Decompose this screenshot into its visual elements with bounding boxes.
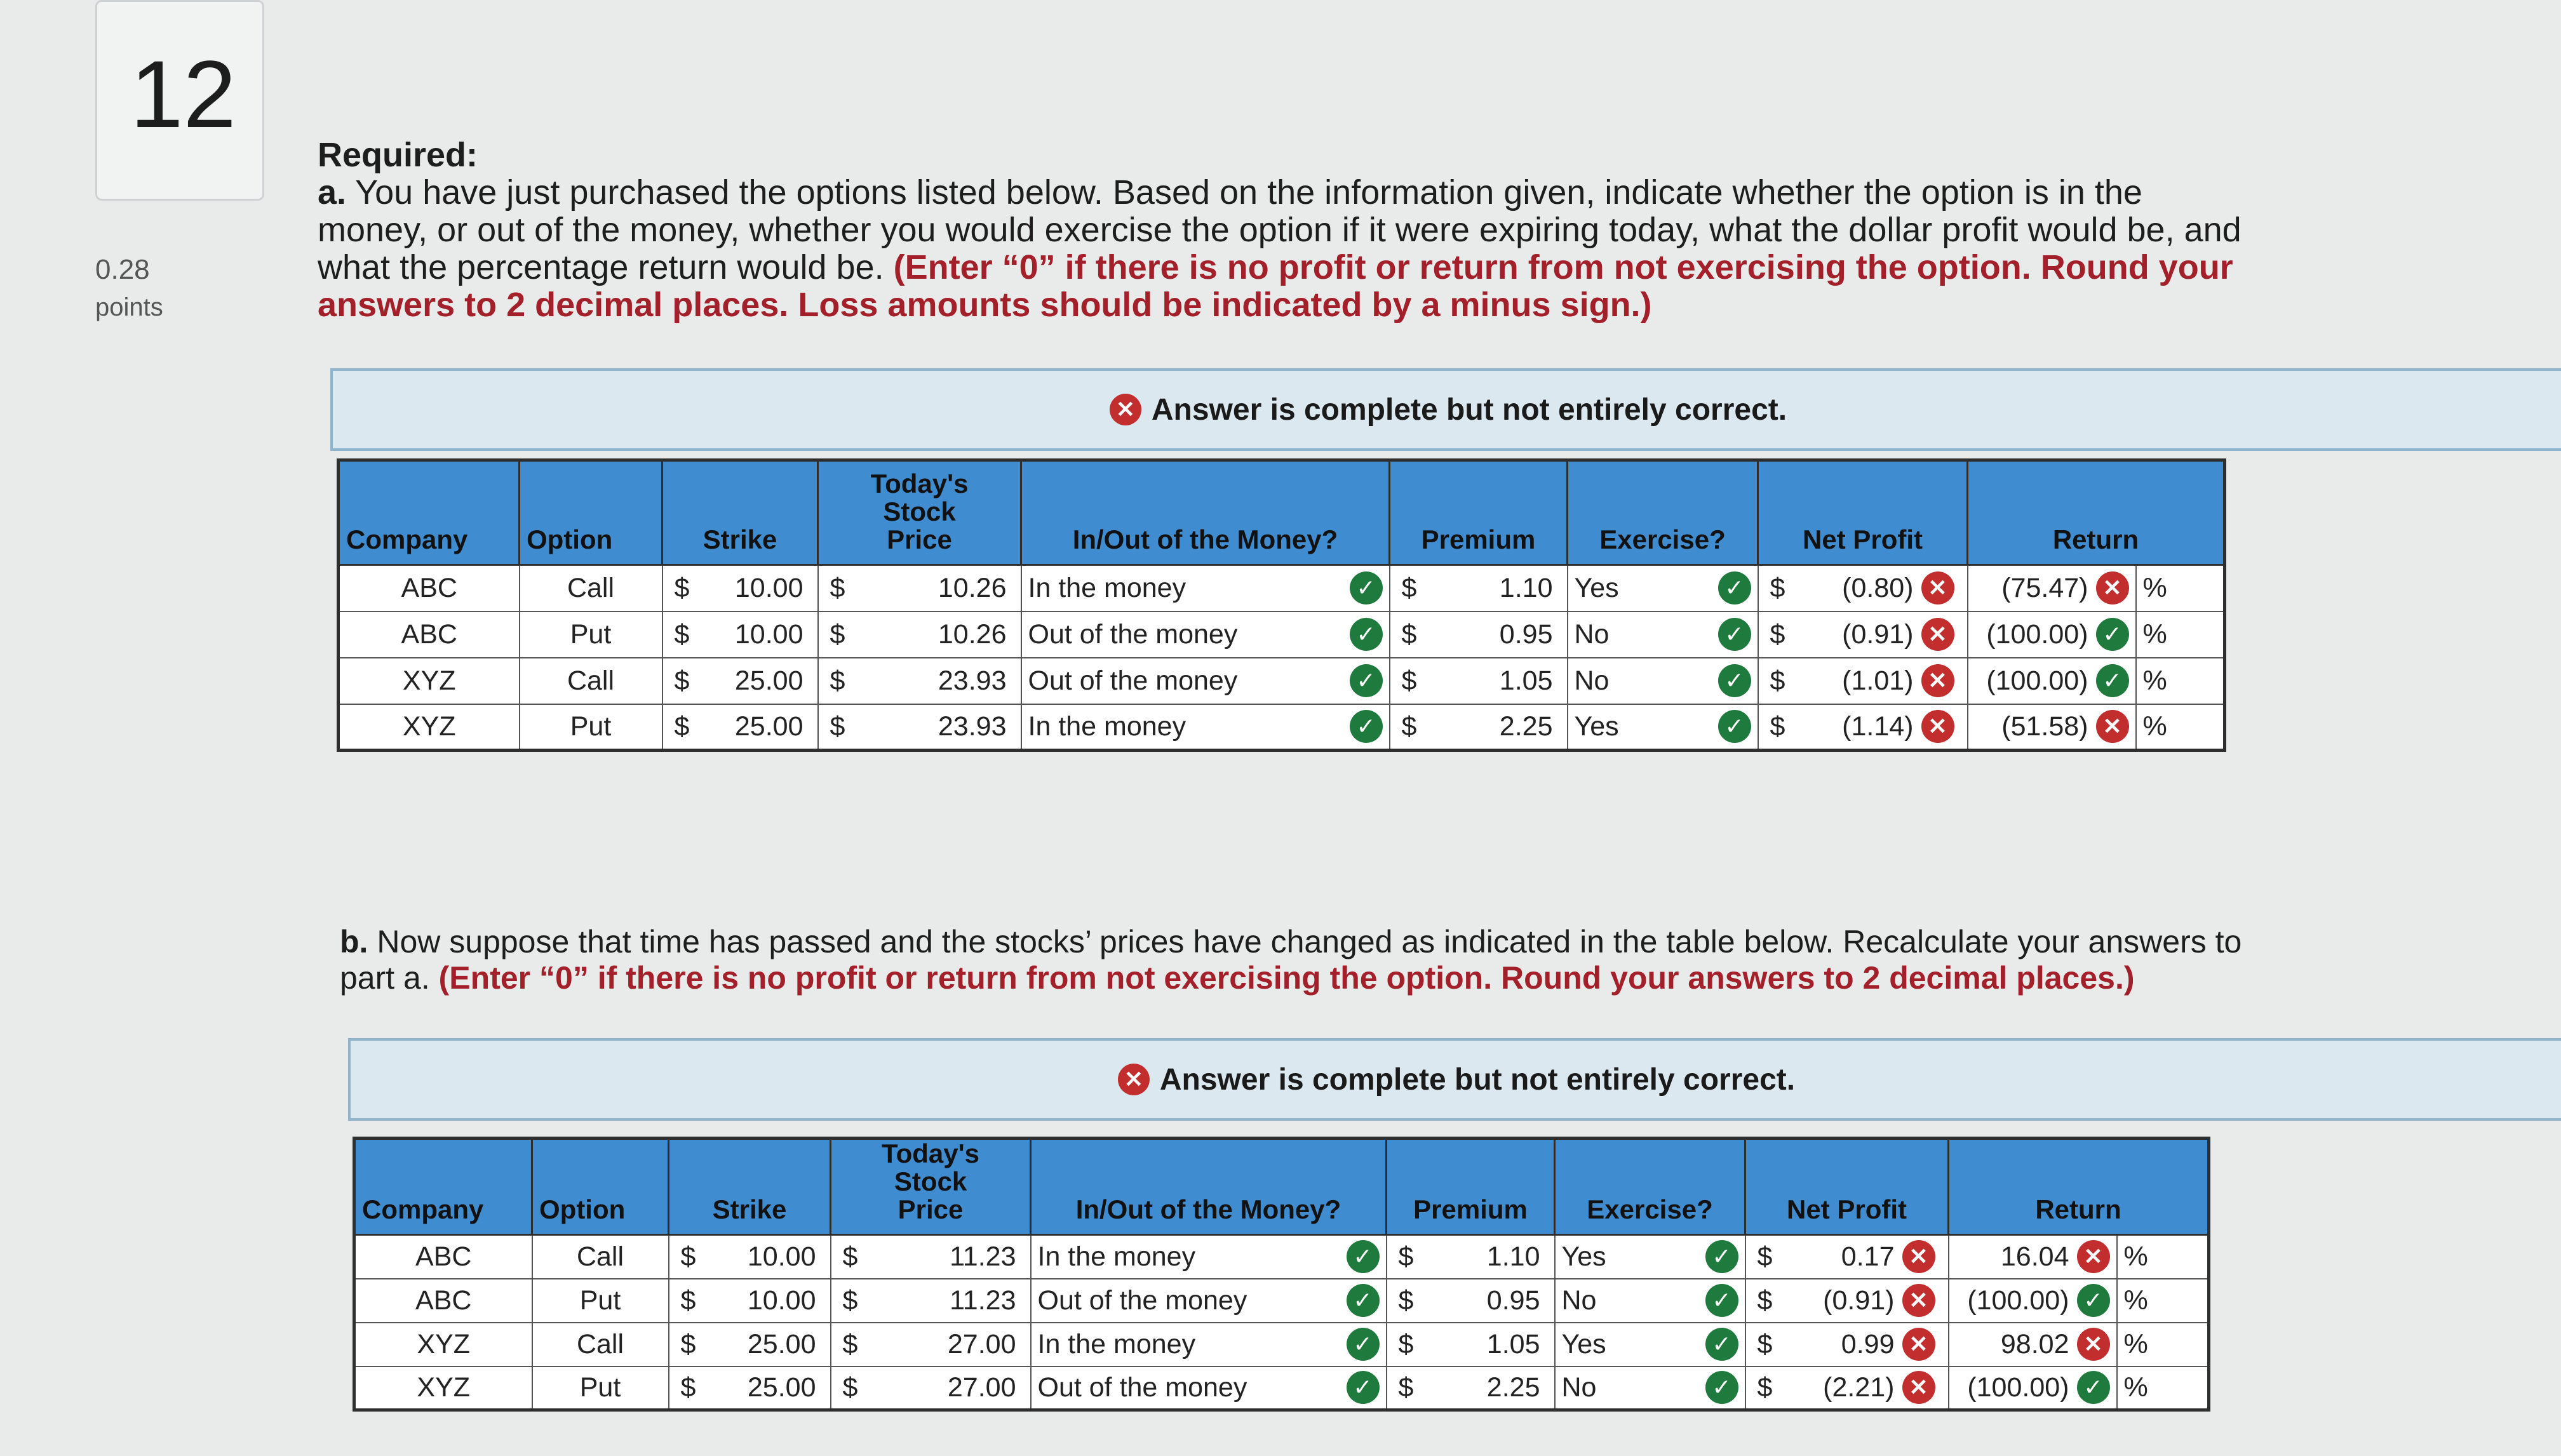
dollar-sign: $ xyxy=(1398,1241,1414,1272)
price-cell xyxy=(831,1279,1031,1323)
premium-value: 0.95 xyxy=(1499,618,1553,650)
dollar-sign: $ xyxy=(1757,1241,1773,1272)
price-value: 23.93 xyxy=(938,711,1007,742)
part-a-instruction: (Enter “0” if there is no profit or return from not exercising the option. Round your answers to 2 decimal places. Loss amounts should be indicated by a minus sign.) xyxy=(318,248,2233,324)
price-cell xyxy=(831,1235,1031,1279)
header-money: In/Out of the Money? xyxy=(1021,460,1390,565)
option-cell: Call xyxy=(520,565,662,611)
strike-value: 25.00 xyxy=(747,1328,816,1359)
strike-cell xyxy=(669,1235,831,1279)
premium-value: 1.05 xyxy=(1499,665,1553,696)
header-net-profit: Net Profit xyxy=(1758,460,1968,565)
price-value: 11.23 xyxy=(950,1241,1016,1272)
dollar-sign: $ xyxy=(830,711,845,742)
check-icon: ✓ xyxy=(1347,1284,1380,1317)
premium-cell xyxy=(1390,565,1568,611)
premium-cell xyxy=(1390,658,1568,704)
part-b-text-block xyxy=(340,924,2245,996)
company-cell: XYZ xyxy=(354,1366,532,1410)
premium-value: 2.25 xyxy=(1486,1372,1540,1403)
dollar-sign: $ xyxy=(1770,618,1785,650)
price-cell xyxy=(818,565,1021,611)
dollar-sign: $ xyxy=(842,1241,858,1272)
money-cell[interactable] xyxy=(1031,1323,1387,1366)
check-icon: ✓ xyxy=(1347,1328,1380,1361)
dollar-sign: $ xyxy=(1401,572,1417,603)
company-cell: XYZ xyxy=(339,658,520,704)
premium-cell xyxy=(1390,704,1568,751)
percent-sign: % xyxy=(2136,611,2225,658)
table-row xyxy=(339,611,2225,658)
dollar-sign: $ xyxy=(680,1372,696,1403)
exercise-select[interactable]: No xyxy=(1574,665,1610,696)
profit-cell[interactable] xyxy=(1758,704,1968,751)
return-cell[interactable] xyxy=(1968,611,2136,658)
percent-sign: % xyxy=(2117,1279,2209,1323)
check-icon: ✓ xyxy=(1705,1240,1738,1273)
money-cell[interactable] xyxy=(1031,1235,1387,1279)
header-money: In/Out of the Money? xyxy=(1031,1139,1387,1235)
question-number: 12 xyxy=(130,41,236,147)
price-cell xyxy=(818,611,1021,658)
net-profit-input[interactable]: (2.21) xyxy=(1823,1372,1895,1403)
dollar-sign: $ xyxy=(680,1241,696,1272)
check-icon: ✓ xyxy=(1705,1284,1738,1317)
money-select[interactable]: In the money xyxy=(1028,572,1186,603)
part-b-letter: b. xyxy=(340,924,368,959)
incorrect-icon: ✕ xyxy=(2077,1240,2110,1273)
dollar-sign: $ xyxy=(1401,618,1417,650)
price-value: 23.93 xyxy=(938,665,1007,696)
incorrect-icon: ✕ xyxy=(1921,618,1954,651)
dollar-sign: $ xyxy=(680,1328,696,1359)
price-value: 27.00 xyxy=(947,1372,1016,1403)
header-price-line2: Stock xyxy=(894,1166,967,1196)
part-a-text: You have just purchased the options listed below. Based on the information given, indicate whether the option is in the money, or out of the money, whether you would exercise the option if it were expiring today, what the dollar profit would be, and what the percentage return would be. xyxy=(318,173,2242,286)
header-price-line1: Today's xyxy=(870,469,969,498)
net-profit-input[interactable]: 0.17 xyxy=(1841,1241,1895,1272)
strike-value: 10.00 xyxy=(747,1241,816,1272)
feedback-text-a: Answer is complete but not entirely correct. xyxy=(1151,392,1787,427)
strike-value: 25.00 xyxy=(734,665,803,696)
price-cell xyxy=(831,1366,1031,1410)
required-heading: Required: xyxy=(318,136,478,174)
return-cell[interactable] xyxy=(1968,565,2136,611)
premium-cell xyxy=(1390,611,1568,658)
return-input[interactable]: (100.00) xyxy=(1967,1372,2069,1403)
header-price-line1: Today's xyxy=(882,1139,979,1168)
money-select[interactable]: In the money xyxy=(1037,1328,1196,1359)
check-icon: ✓ xyxy=(1347,1240,1380,1273)
check-icon: ✓ xyxy=(1718,618,1751,651)
company-cell: XYZ xyxy=(339,704,520,751)
premium-cell xyxy=(1387,1235,1555,1279)
table-row xyxy=(339,704,2225,751)
dollar-sign: $ xyxy=(1401,711,1417,742)
header-stock-price xyxy=(818,460,1021,565)
premium-cell xyxy=(1387,1366,1555,1410)
net-profit-input[interactable]: (0.91) xyxy=(1823,1285,1895,1316)
header-strike: Strike xyxy=(669,1139,831,1235)
price-value: 11.23 xyxy=(950,1285,1016,1316)
premium-value: 1.10 xyxy=(1499,572,1553,603)
option-cell: Put xyxy=(532,1279,669,1323)
points-label: points xyxy=(95,293,163,321)
net-profit-input[interactable]: 0.99 xyxy=(1841,1328,1895,1359)
options-table-a xyxy=(337,458,2226,752)
premium-cell xyxy=(1387,1279,1555,1323)
premium-value: 0.95 xyxy=(1486,1285,1540,1316)
incorrect-icon: ✕ xyxy=(1902,1284,1935,1317)
money-cell[interactable] xyxy=(1031,1366,1387,1410)
check-icon: ✓ xyxy=(1718,571,1751,604)
price-value: 27.00 xyxy=(947,1328,1016,1359)
table-row xyxy=(354,1366,2209,1410)
check-icon: ✓ xyxy=(1350,618,1383,651)
dollar-sign: $ xyxy=(830,572,845,603)
exercise-select[interactable]: Yes xyxy=(1574,711,1619,742)
company-cell: ABC xyxy=(354,1235,532,1279)
net-profit-input[interactable]: (1.01) xyxy=(1842,665,1914,696)
return-input[interactable]: (75.47) xyxy=(2001,572,2088,603)
incorrect-icon: ✕ xyxy=(1921,571,1954,604)
money-select[interactable]: Out of the money xyxy=(1028,665,1238,696)
money-cell[interactable] xyxy=(1021,704,1390,751)
incorrect-icon: ✕ xyxy=(1902,1371,1935,1404)
option-cell: Call xyxy=(532,1323,669,1366)
dollar-sign: $ xyxy=(674,711,690,742)
options-table-b xyxy=(353,1137,2210,1412)
price-cell xyxy=(818,704,1021,751)
profit-cell[interactable] xyxy=(1745,1323,1949,1366)
exercise-cell[interactable] xyxy=(1555,1366,1745,1410)
dollar-sign: $ xyxy=(1398,1328,1414,1359)
exercise-select[interactable]: Yes xyxy=(1574,572,1619,603)
strike-cell xyxy=(662,565,818,611)
percent-sign: % xyxy=(2136,565,2225,611)
net-profit-input[interactable]: (0.80) xyxy=(1842,572,1914,603)
profit-cell[interactable] xyxy=(1758,611,1968,658)
option-cell: Put xyxy=(532,1366,669,1410)
exercise-select[interactable]: Yes xyxy=(1561,1241,1606,1272)
price-cell xyxy=(818,658,1021,704)
strike-value: 10.00 xyxy=(734,618,803,650)
strike-value: 25.00 xyxy=(747,1372,816,1403)
dollar-sign: $ xyxy=(1398,1372,1414,1403)
incorrect-icon: ✕ xyxy=(2096,710,2129,743)
dollar-sign: $ xyxy=(1757,1328,1773,1359)
profit-cell[interactable] xyxy=(1745,1235,1949,1279)
dollar-sign: $ xyxy=(674,618,690,650)
money-cell[interactable] xyxy=(1021,565,1390,611)
dollar-sign: $ xyxy=(674,665,690,696)
money-select[interactable]: In the money xyxy=(1028,711,1186,742)
header-strike: Strike xyxy=(662,460,818,565)
option-cell: Call xyxy=(532,1235,669,1279)
check-icon: ✓ xyxy=(1705,1328,1738,1361)
return-cell[interactable] xyxy=(1949,1279,2117,1323)
return-input[interactable]: (100.00) xyxy=(1986,618,2088,650)
header-option: Option xyxy=(520,460,662,565)
check-icon: ✓ xyxy=(1718,710,1751,743)
table-row xyxy=(354,1235,2209,1279)
header-company: Company xyxy=(354,1139,532,1235)
dollar-sign: $ xyxy=(842,1285,858,1316)
percent-sign: % xyxy=(2117,1366,2209,1410)
incorrect-icon: ✕ xyxy=(1118,1064,1150,1095)
incorrect-icon: ✕ xyxy=(1902,1240,1935,1273)
exercise-cell[interactable] xyxy=(1555,1279,1745,1323)
return-cell[interactable] xyxy=(1968,658,2136,704)
header-return: Return xyxy=(1968,460,2225,565)
strike-value: 25.00 xyxy=(734,711,803,742)
check-icon: ✓ xyxy=(1718,664,1751,697)
header-return: Return xyxy=(1949,1139,2209,1235)
dollar-sign: $ xyxy=(1770,711,1785,742)
part-b-instruction: (Enter “0” if there is no profit or return from not exercising the option. Round your answers to 2 decimal places.) xyxy=(438,960,2135,996)
percent-sign: % xyxy=(2136,658,2225,704)
incorrect-icon: ✕ xyxy=(2077,1328,2110,1361)
part-b-text: Now suppose that time has passed and the stocks’ prices have changed as indicated in the table below. Recalculate your answers to part a. xyxy=(340,924,2242,996)
dollar-sign: $ xyxy=(680,1285,696,1316)
exercise-cell[interactable] xyxy=(1568,611,1758,658)
strike-cell xyxy=(669,1323,831,1366)
dollar-sign: $ xyxy=(842,1328,858,1359)
return-cell[interactable] xyxy=(1968,704,2136,751)
price-cell xyxy=(831,1323,1031,1366)
dollar-sign: $ xyxy=(1757,1372,1773,1403)
option-cell: Put xyxy=(520,611,662,658)
option-cell: Call xyxy=(520,658,662,704)
incorrect-icon: ✕ xyxy=(1921,710,1954,743)
return-input[interactable]: (100.00) xyxy=(1986,665,2088,696)
dollar-sign: $ xyxy=(1770,572,1785,603)
check-icon: ✓ xyxy=(1347,1371,1380,1404)
strike-cell xyxy=(669,1279,831,1323)
header-premium: Premium xyxy=(1387,1139,1555,1235)
money-select[interactable]: Out of the money xyxy=(1037,1372,1247,1403)
table-row xyxy=(354,1279,2209,1323)
dollar-sign: $ xyxy=(842,1372,858,1403)
header-premium: Premium xyxy=(1390,460,1568,565)
strike-cell xyxy=(662,611,818,658)
header-price-line2: Stock xyxy=(883,497,956,526)
table-row xyxy=(339,658,2225,704)
incorrect-icon: ✕ xyxy=(1921,664,1954,697)
premium-value: 2.25 xyxy=(1499,711,1553,742)
dollar-sign: $ xyxy=(830,618,845,650)
profit-cell[interactable] xyxy=(1745,1366,1949,1410)
premium-cell xyxy=(1387,1323,1555,1366)
profit-cell[interactable] xyxy=(1745,1279,1949,1323)
header-option: Option xyxy=(532,1139,669,1235)
return-input[interactable]: 98.02 xyxy=(2000,1328,2069,1359)
exercise-cell[interactable] xyxy=(1568,658,1758,704)
percent-sign: % xyxy=(2117,1323,2209,1366)
check-icon: ✓ xyxy=(1350,710,1383,743)
feedback-banner-a xyxy=(330,368,2561,451)
exercise-select[interactable]: Yes xyxy=(1561,1328,1606,1359)
premium-value: 1.05 xyxy=(1486,1328,1540,1359)
net-profit-input[interactable]: (0.91) xyxy=(1842,618,1914,650)
strike-cell xyxy=(662,704,818,751)
company-cell: ABC xyxy=(354,1279,532,1323)
premium-value: 1.10 xyxy=(1486,1241,1540,1272)
profit-cell[interactable] xyxy=(1758,565,1968,611)
table-row xyxy=(339,565,2225,611)
option-cell: Put xyxy=(520,704,662,751)
profit-cell[interactable] xyxy=(1758,658,1968,704)
feedback-banner-b xyxy=(348,1038,2561,1121)
money-select[interactable]: Out of the money xyxy=(1028,618,1238,650)
exercise-select[interactable]: No xyxy=(1574,618,1610,650)
check-icon: ✓ xyxy=(2077,1284,2110,1317)
return-cell[interactable] xyxy=(1949,1323,2117,1366)
dollar-sign: $ xyxy=(1757,1285,1773,1316)
return-input[interactable]: (100.00) xyxy=(1967,1285,2069,1316)
question-number-box xyxy=(95,0,264,201)
incorrect-icon: ✕ xyxy=(2096,571,2129,604)
price-value: 10.26 xyxy=(938,618,1007,650)
header-price-line3: Price xyxy=(887,524,952,554)
company-cell: ABC xyxy=(339,611,520,658)
check-icon: ✓ xyxy=(1705,1371,1738,1404)
check-icon: ✓ xyxy=(2096,618,2129,651)
incorrect-icon: ✕ xyxy=(1902,1328,1935,1361)
header-stock-price xyxy=(831,1139,1031,1235)
money-cell[interactable] xyxy=(1021,611,1390,658)
question-text xyxy=(318,137,2248,324)
header-price-line3: Price xyxy=(897,1194,964,1224)
points-value: 0.28 xyxy=(95,254,150,285)
exercise-cell[interactable] xyxy=(1555,1235,1745,1279)
header-exercise: Exercise? xyxy=(1568,460,1758,565)
strike-value: 10.00 xyxy=(747,1285,816,1316)
percent-sign: % xyxy=(2117,1235,2209,1279)
net-profit-input[interactable]: (1.14) xyxy=(1842,711,1914,742)
money-cell[interactable] xyxy=(1031,1279,1387,1323)
header-company: Company xyxy=(339,460,520,565)
price-value: 10.26 xyxy=(938,572,1007,603)
company-cell: ABC xyxy=(339,565,520,611)
incorrect-icon: ✕ xyxy=(1110,394,1141,425)
money-select[interactable]: In the money xyxy=(1037,1241,1196,1272)
return-input[interactable]: 16.04 xyxy=(2000,1241,2069,1272)
check-icon: ✓ xyxy=(2096,664,2129,697)
header-exercise: Exercise? xyxy=(1555,1139,1745,1235)
check-icon: ✓ xyxy=(1350,664,1383,697)
exercise-select[interactable]: No xyxy=(1561,1372,1597,1403)
dollar-sign: $ xyxy=(1401,665,1417,696)
table-row xyxy=(354,1323,2209,1366)
return-cell[interactable] xyxy=(1949,1366,2117,1410)
dollar-sign: $ xyxy=(674,572,690,603)
check-icon: ✓ xyxy=(2077,1371,2110,1404)
exercise-cell[interactable] xyxy=(1555,1323,1745,1366)
return-cell[interactable] xyxy=(1949,1235,2117,1279)
part-a-letter: a. xyxy=(318,173,347,211)
feedback-text-b: Answer is complete but not entirely correct. xyxy=(1159,1062,1796,1097)
dollar-sign: $ xyxy=(830,665,845,696)
exercise-select[interactable]: No xyxy=(1561,1285,1597,1316)
dollar-sign: $ xyxy=(1770,665,1785,696)
exercise-cell[interactable] xyxy=(1568,565,1758,611)
dollar-sign: $ xyxy=(1398,1285,1414,1316)
header-net-profit: Net Profit xyxy=(1745,1139,1949,1235)
strike-cell xyxy=(669,1366,831,1410)
strike-cell xyxy=(662,658,818,704)
money-select[interactable]: Out of the money xyxy=(1037,1285,1247,1316)
check-icon: ✓ xyxy=(1350,571,1383,604)
company-cell: XYZ xyxy=(354,1323,532,1366)
exercise-cell[interactable] xyxy=(1568,704,1758,751)
money-cell[interactable] xyxy=(1021,658,1390,704)
return-input[interactable]: (51.58) xyxy=(2001,711,2088,742)
strike-value: 10.00 xyxy=(734,572,803,603)
percent-sign: % xyxy=(2136,704,2225,751)
